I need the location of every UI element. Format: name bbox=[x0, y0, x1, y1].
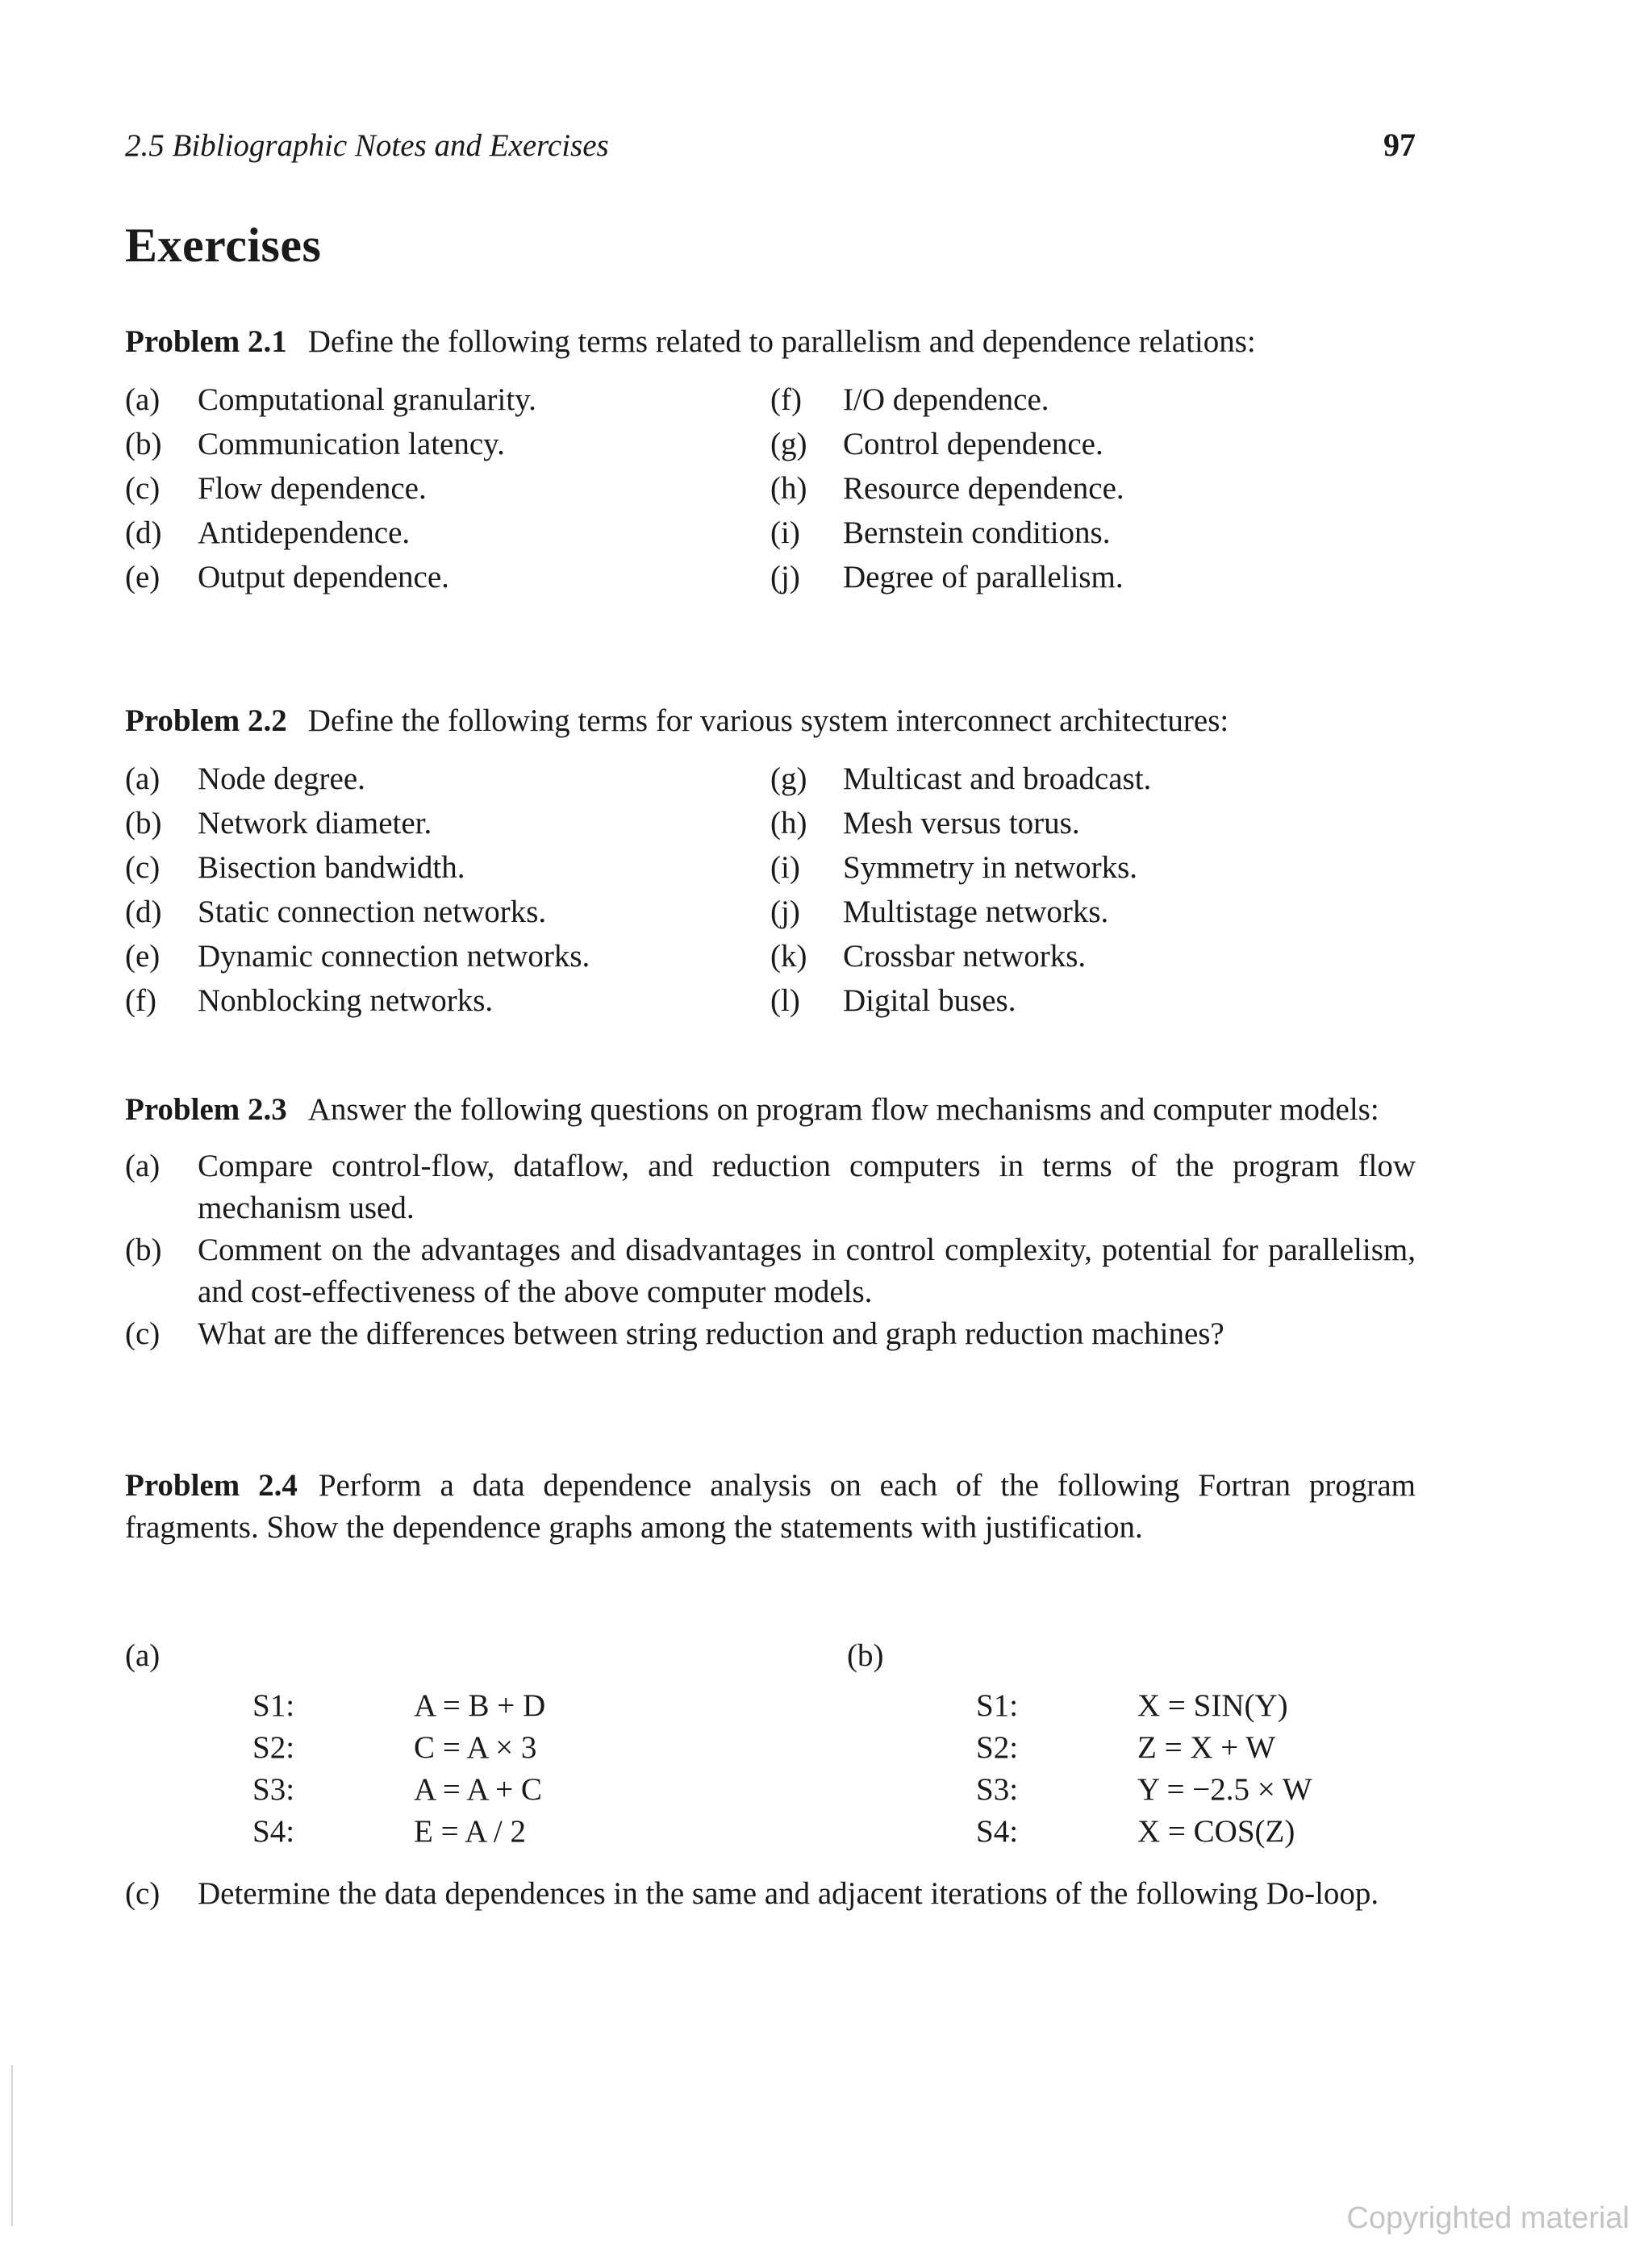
item-label: (f) bbox=[770, 382, 802, 417]
item-text: Node degree. bbox=[198, 761, 365, 796]
list-item bbox=[125, 978, 770, 1023]
scan-edge-mark bbox=[11, 2065, 13, 2226]
term-column-left bbox=[125, 757, 770, 1023]
item-label: (c) bbox=[125, 1316, 161, 1351]
code-row bbox=[252, 1687, 736, 1724]
problem-text: Perform a data dependence analysis on each of the following Fortran program fragments. Show the dependence graphs among the statements with justification. bbox=[125, 1468, 1416, 1545]
item-label: (a) bbox=[125, 761, 161, 796]
item-text: Bisection bandwidth. bbox=[198, 850, 465, 885]
item-label: (e) bbox=[125, 560, 161, 594]
list-item bbox=[770, 378, 1416, 422]
item-label: (c) bbox=[125, 1876, 161, 1911]
problem-label: Problem 2.4 bbox=[125, 1468, 298, 1503]
list-item bbox=[770, 757, 1416, 801]
list-item bbox=[770, 845, 1416, 890]
question-list bbox=[125, 1873, 1416, 1915]
list-item bbox=[770, 555, 1416, 599]
list-item bbox=[770, 422, 1416, 466]
statement-label: S2: bbox=[252, 1730, 295, 1765]
problem-text: Define the following terms for various system interconnect architectures: bbox=[307, 703, 1229, 738]
section-heading: Exercises bbox=[125, 219, 322, 272]
item-text: I/O dependence. bbox=[843, 382, 1049, 417]
statement-expr: C = A × 3 bbox=[414, 1730, 537, 1765]
problem-2-4-part-c bbox=[125, 1873, 1416, 1915]
item-text: Dynamic connection networks. bbox=[198, 939, 590, 974]
item-text: Compare control-flow, dataflow, and reduction computers in terms of the program flow mechanism used. bbox=[198, 1149, 1416, 1225]
item-text: Static connection networks. bbox=[198, 895, 547, 929]
list-item bbox=[770, 466, 1416, 511]
problem-label: Problem 2.1 bbox=[125, 324, 287, 359]
statement-expr: X = COS(Z) bbox=[1137, 1814, 1295, 1849]
problem-2-3 bbox=[125, 1089, 1416, 1355]
item-text: Crossbar networks. bbox=[843, 939, 1087, 974]
problem-2-2 bbox=[125, 700, 1416, 1023]
item-label: (j) bbox=[770, 560, 800, 594]
list-item bbox=[125, 1873, 1416, 1915]
item-text: Comment on the advantages and disadvantages in control complexity, potential for parallelism, and cost-effectiveness of the above computer models. bbox=[198, 1233, 1416, 1309]
item-label: (f) bbox=[125, 983, 156, 1018]
code-row bbox=[976, 1813, 1460, 1850]
fragment-a-label: (a) bbox=[125, 1638, 161, 1673]
term-column-right bbox=[770, 378, 1416, 599]
item-text: Mesh versus torus. bbox=[843, 806, 1080, 841]
item-text: Network diameter. bbox=[198, 806, 432, 841]
code-row bbox=[252, 1813, 736, 1850]
item-label: (e) bbox=[125, 939, 161, 974]
problem-label: Problem 2.2 bbox=[125, 703, 287, 738]
item-label: (g) bbox=[770, 427, 807, 461]
item-text: Symmetry in networks. bbox=[843, 850, 1138, 885]
problem-text: Define the following terms related to parallelism and dependence relations: bbox=[307, 324, 1256, 359]
statement-label: S4: bbox=[976, 1814, 1019, 1849]
list-item bbox=[125, 1145, 1416, 1229]
code-row bbox=[252, 1771, 736, 1808]
list-item bbox=[770, 978, 1416, 1023]
running-title: 2.5 Bibliographic Notes and Exercises bbox=[125, 128, 609, 163]
statement-label: S2: bbox=[976, 1730, 1019, 1765]
statement-label: S3: bbox=[976, 1772, 1019, 1807]
problem-intro bbox=[125, 1465, 1416, 1549]
code-row bbox=[976, 1687, 1460, 1724]
running-head bbox=[125, 126, 1416, 164]
list-item bbox=[125, 845, 770, 890]
item-text: Output dependence. bbox=[198, 560, 449, 594]
code-row bbox=[976, 1729, 1460, 1766]
item-label: (b) bbox=[125, 806, 162, 841]
item-text: Multicast and broadcast. bbox=[843, 761, 1152, 796]
item-text: Digital buses. bbox=[843, 983, 1016, 1018]
list-item bbox=[125, 555, 770, 599]
statement-expr: A = B + D bbox=[414, 1688, 546, 1723]
item-text: Resource dependence. bbox=[843, 471, 1124, 506]
item-label: (c) bbox=[125, 471, 161, 506]
item-text: Multistage networks. bbox=[843, 895, 1109, 929]
copyright-watermark: Copyrighted material bbox=[1346, 2201, 1629, 2235]
fragment-b-label: (b) bbox=[847, 1638, 884, 1673]
statement-expr: Z = X + W bbox=[1137, 1730, 1276, 1765]
list-item bbox=[125, 466, 770, 511]
term-column-left bbox=[125, 378, 770, 599]
statement-label: S3: bbox=[252, 1772, 295, 1807]
list-item bbox=[770, 801, 1416, 845]
list-item bbox=[770, 511, 1416, 555]
statement-expr: A = A + C bbox=[414, 1772, 542, 1807]
problem-intro bbox=[125, 1089, 1416, 1131]
item-text: Control dependence. bbox=[843, 427, 1103, 461]
statement-label: S1: bbox=[252, 1688, 295, 1723]
list-item bbox=[125, 511, 770, 555]
problem-2-4 bbox=[125, 1465, 1416, 1549]
page-number: 97 bbox=[1383, 127, 1416, 163]
item-label: (l) bbox=[770, 983, 800, 1018]
item-label: (d) bbox=[125, 895, 162, 929]
problem-text: Answer the following questions on program flow mechanisms and computer models: bbox=[307, 1092, 1379, 1127]
list-item bbox=[125, 1229, 1416, 1313]
code-row bbox=[976, 1771, 1460, 1808]
statement-expr: X = SIN(Y) bbox=[1137, 1688, 1288, 1723]
list-item bbox=[125, 934, 770, 978]
item-text: Communication latency. bbox=[198, 427, 505, 461]
list-item bbox=[770, 934, 1416, 978]
list-item bbox=[125, 801, 770, 845]
item-text: Bernstein conditions. bbox=[843, 515, 1111, 550]
item-label: (b) bbox=[125, 427, 162, 461]
item-label: (d) bbox=[125, 515, 162, 550]
problem-intro bbox=[125, 700, 1416, 742]
item-label: (i) bbox=[770, 515, 800, 550]
item-text: Nonblocking networks. bbox=[198, 983, 494, 1018]
statement-expr: E = A / 2 bbox=[414, 1814, 527, 1849]
item-text: Degree of parallelism. bbox=[843, 560, 1124, 594]
item-label: (a) bbox=[125, 382, 161, 417]
list-item bbox=[125, 1313, 1416, 1355]
list-item bbox=[125, 378, 770, 422]
list-item bbox=[770, 890, 1416, 934]
statement-label: S1: bbox=[976, 1688, 1019, 1723]
item-text: Antidependence. bbox=[198, 515, 411, 550]
item-label: (h) bbox=[770, 471, 807, 506]
problem-2-1 bbox=[125, 321, 1416, 599]
item-label: (a) bbox=[125, 1149, 161, 1183]
problem-intro bbox=[125, 321, 1416, 363]
item-label: (b) bbox=[125, 1233, 162, 1267]
term-column-right bbox=[770, 757, 1416, 1023]
item-text: Flow dependence. bbox=[198, 471, 427, 506]
term-list bbox=[125, 378, 1416, 599]
item-label: (j) bbox=[770, 895, 800, 929]
question-list bbox=[125, 1145, 1416, 1355]
item-text: Determine the data dependences in the same and adjacent iterations of the following Do-loop. bbox=[198, 1876, 1379, 1911]
list-item bbox=[125, 422, 770, 466]
code-row bbox=[252, 1729, 736, 1766]
item-label: (i) bbox=[770, 850, 800, 885]
item-text: Computational granularity. bbox=[198, 382, 536, 417]
problem-label: Problem 2.3 bbox=[125, 1092, 287, 1127]
item-label: (h) bbox=[770, 806, 807, 841]
term-list bbox=[125, 757, 1416, 1023]
list-item bbox=[125, 890, 770, 934]
statement-label: S4: bbox=[252, 1814, 295, 1849]
item-text: What are the differences between string reduction and graph reduction machines? bbox=[198, 1316, 1224, 1351]
item-label: (k) bbox=[770, 939, 807, 974]
statement-expr: Y = −2.5 × W bbox=[1137, 1772, 1312, 1807]
program-fragments bbox=[125, 1637, 1416, 1855]
item-label: (c) bbox=[125, 850, 161, 885]
item-label: (g) bbox=[770, 761, 807, 796]
list-item bbox=[125, 757, 770, 801]
